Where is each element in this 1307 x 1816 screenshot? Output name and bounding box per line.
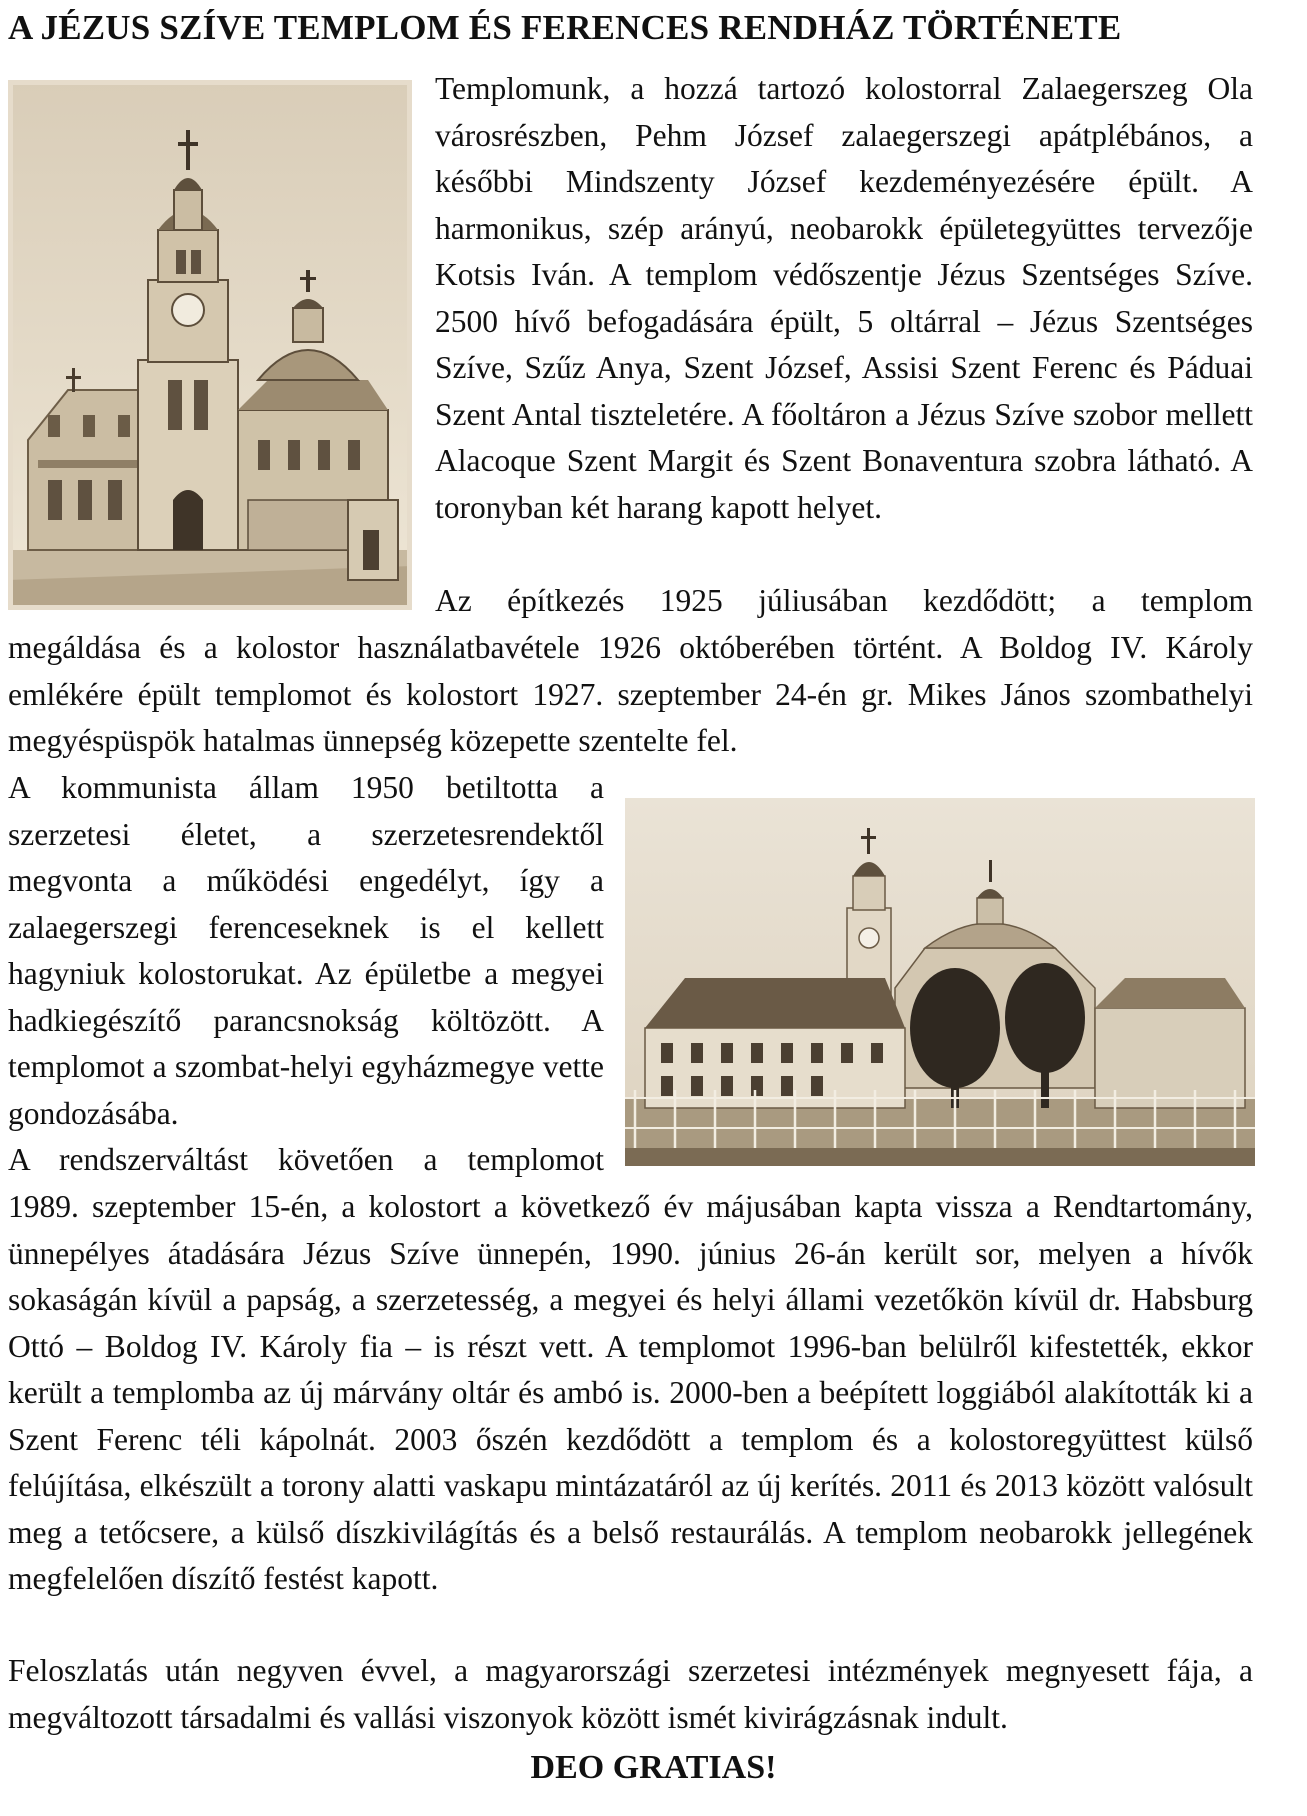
paragraph-2-start-text: Az építkezés 1925 júliusában kezdődött; a templom (435, 583, 1253, 618)
closing-line: DEO GRATIAS! (530, 1749, 777, 1786)
paragraph-2-first-line (435, 578, 1253, 625)
paragraph-3-text: A kommunista állam 1950 betiltotta a szerzetesi életet, a szerzetesrendektől megvonta a működési engedélyt, így a zalaegerszegi ferenceseknek is el kellett hagyniuk kolostorukat. Az épületbe a megyei hadkiegészítő parancsnokság költözött. A templomot a szombat-helyi egyházmegye vette gondozásába. (8, 770, 604, 1131)
paragraph-4-first-line (8, 1137, 604, 1184)
paragraph-3 (8, 765, 604, 1137)
paragraph-2 (8, 625, 1253, 765)
paragraph-1-text: Templomunk, a hozzá tartozó kolostorral Zalaegerszeg Ola városrészben, Pehm József zalaegerszegi apátplébános, a későbbi Mindszenty József kezdeményezésére épült. A harmonikus, szép arányú, neobarokk épületegyüttes tervezője Kotsis Iván. A templom védőszentje Jézus Szentséges Szíve. 2500 hívő befogadására épült, 5 oltárral – Jézus Szentséges Szíve, Szűz Anya, Szent József, Assisi Szent Ferenc és Páduai Szent Antal tiszteletére. A főoltáron a Jézus Szíve szobor mellett Alacoque Szent Margit és Szent Bonaventura szobra látható. A toronyban két harang kapott helyet. (435, 71, 1253, 525)
friary-illustration (625, 798, 1255, 1166)
paragraph-5 (8, 1648, 1253, 1741)
page-title: A JÉZUS SZÍVE TEMPLOM ÉS FERENCES RENDHÁZ TÖRTÉNETE (8, 8, 1122, 47)
paragraph-1 (435, 66, 1253, 531)
paragraph-4 (8, 1184, 1253, 1603)
paragraph-4-rest-text: 1989. szeptember 15-én, a kolostort a következő év májusában kapta vissza a Rendtartomány, ünnepélyes átadására Jézus Szíve ünnepén, 1990. június 26-án került sor, melyen a hívők sokaságán kívül a papság, a szerzetesség, a megyei és helyi állami vezetőkön kívül dr. Habsburg Ottó – Boldog IV. Károly fia – is részt vett. A templomot 1996-ban belülről kifestették, ekkor került a templomba az új márvány oltár és ambó is. 2000-ben a beépített loggiából alakították ki a Szent Ferenc téli kápolnát. 2003 őszén kezdődött a templom és a kolostoregyüttest külső felújítása, elkészült a torony alatti vaskapu mintázatáról az új kerítés. 2011 és 2013 között valósult meg a tetőcsere, a külső díszkivilágítás és a belső restaurálás. A templom neobarokk jellegének megfelelően díszítő festést kapott. (8, 1189, 1253, 1596)
paragraph-2-rest-text: megáldása és a kolostor használatbavétele 1926 októberében történt. A Boldog IV. Károly emlékére épült templomot és kolostort 1927. szeptember 24-én gr. Mikes János szombathelyi megyéspüspök hatalmas ünnepség közepette szentelte fel. (8, 630, 1253, 758)
paragraph-5-text: Feloszlatás után negyven évvel, a magyarországi szerzetesi intézmények megnyesett fája, a megváltozott társadalmi és vallási viszonyok között ismét kivirágzásnak indult. (8, 1653, 1253, 1735)
church-photo-front (8, 80, 412, 610)
church-tower-illustration (8, 80, 412, 610)
church-and-friary-photo (625, 798, 1255, 1166)
paragraph-4-start-text: A rendszerváltást követően a templomot (8, 1142, 604, 1177)
